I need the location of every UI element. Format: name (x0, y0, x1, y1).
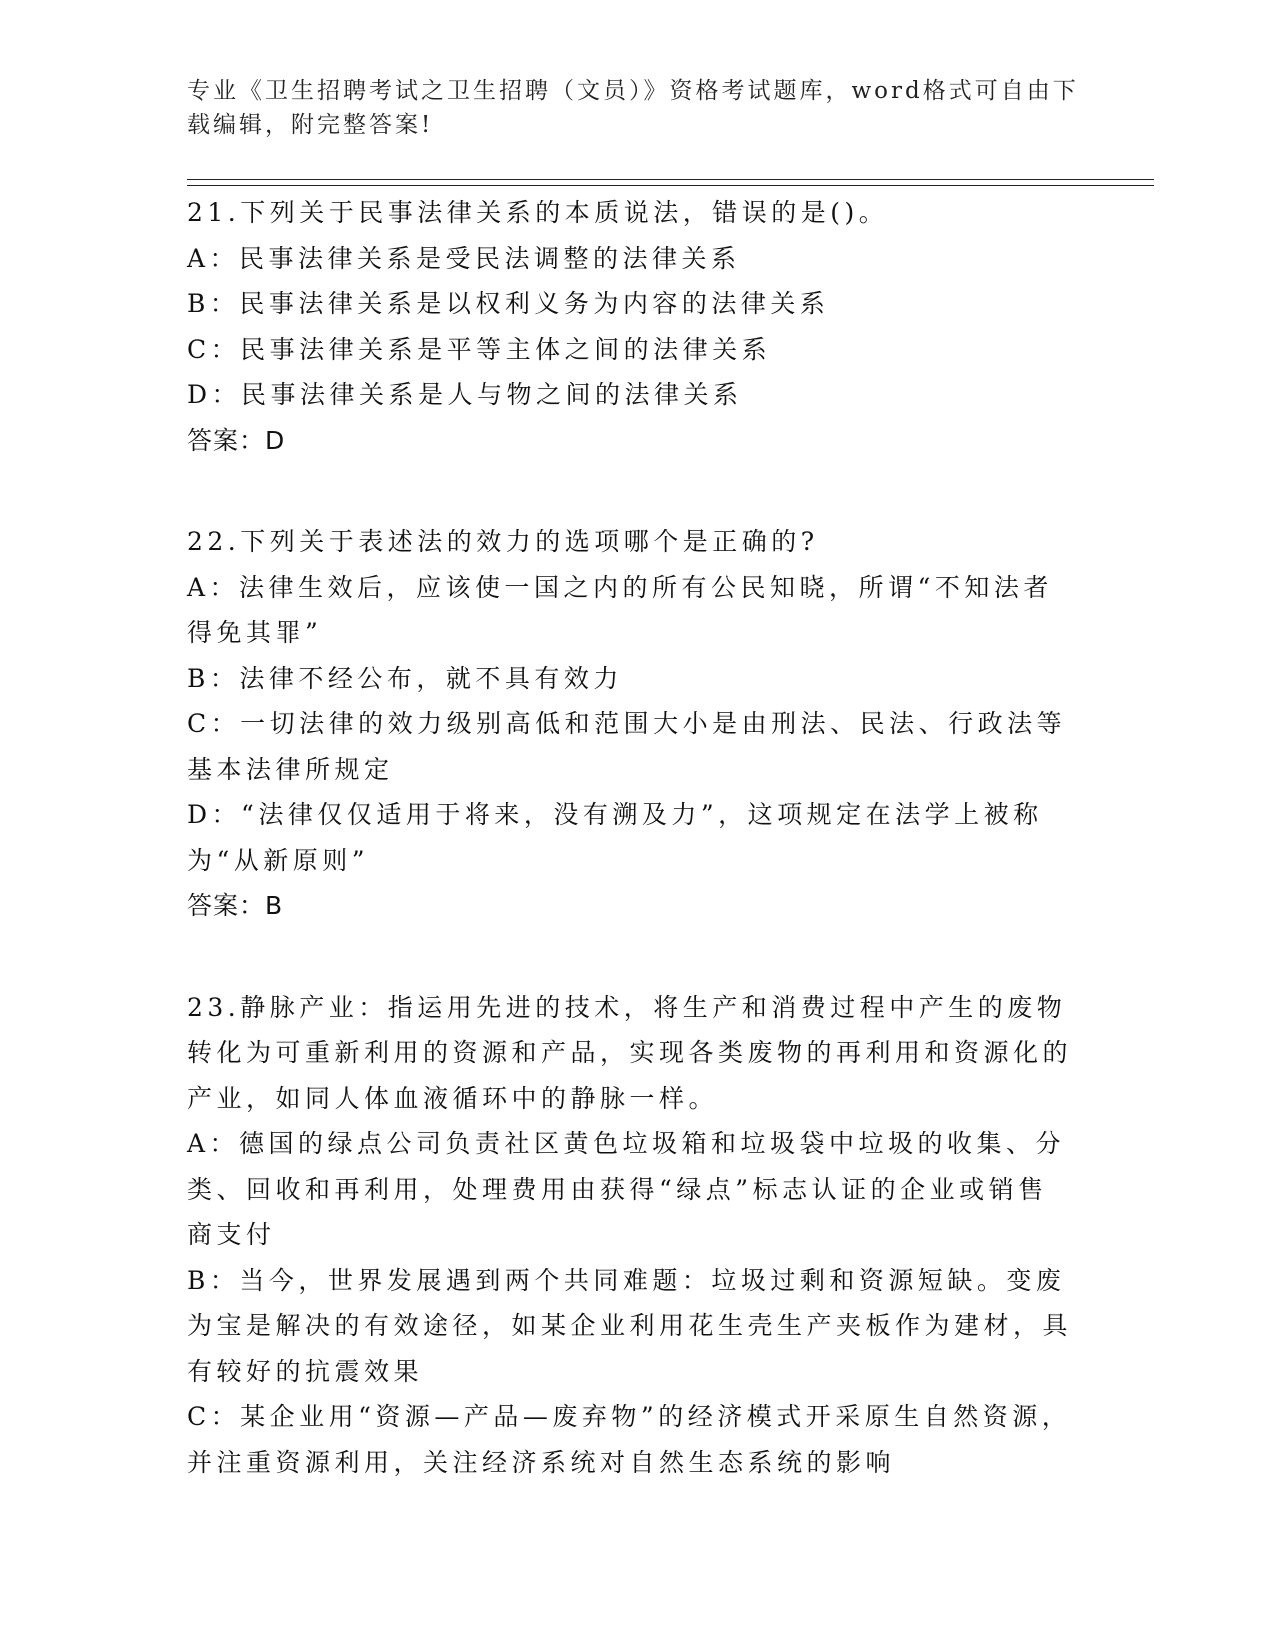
answer-line: 答案：B (187, 891, 284, 920)
question-22 (187, 519, 1077, 929)
option-a: A：德国的绿点公司负责社区黄色垃圾箱和垃圾袋中垃圾的收集、分类、回收和再利用，处理费用由获得“绿点”标志认证的企业或销售商支付 (187, 1129, 1066, 1249)
option-c: C：一切法律的效力级别高低和范围大小是由刑法、民法、行政法等基本法律所规定 (187, 709, 1067, 784)
question-stem: 22.下列关于表述法的效力的选项哪个是正确的? (187, 527, 819, 556)
option-b: B：法律不经公布，就不具有效力 (187, 663, 623, 693)
header-divider-bottom (187, 185, 1154, 186)
question-list (187, 190, 1077, 1541)
header-intro-text: 专业《卫生招聘考试之卫生招聘（文员）》资格考试题库，word格式可自由下载编辑，附完整答案! (187, 78, 1079, 138)
option-b: B：民事法律关系是以权利义务为内容的法律关系 (187, 289, 830, 318)
header-divider-top (187, 179, 1154, 180)
option-d: D：“法律仅仅适用于将来，没有溯及力”，这项规定在法学上被称为“从新原则” (187, 800, 1043, 875)
option-c: C：民事法律关系是平等主体之间的法律关系 (187, 334, 772, 364)
question-stem: 23.静脉产业：指运用先进的技术，将生产和消费过程中产生的废物转化为可重新利用的资源和产品，实现各类废物的再利用和资源化的产业，如同人体血液循环中的静脉一样。 (187, 992, 1073, 1113)
option-a: A：法律生效后，应该使一国之内的所有公民知晓，所谓“不知法者得免其罪” (187, 572, 1053, 647)
option-a: A：民事法律关系是受民法调整的法律关系 (187, 243, 741, 273)
option-b: B：当今，世界发展遇到两个共同难题：垃圾过剩和资源短缺。变废为宝是解决的有效途径，如某企业利用花生壳生产夹板作为建材，具有较好的抗震效果 (187, 1265, 1073, 1386)
question-stem: 21.下列关于民事法律关系的本质说法，错误的是()。 (187, 198, 889, 227)
question-23 (187, 985, 1077, 1486)
option-d: D：民事法律关系是人与物之间的法律关系 (187, 380, 743, 409)
answer-line: 答案：D (187, 425, 286, 455)
option-c: C：某企业用“资源—产品—废弃物”的经济模式开采原生自然资源，并注重资源利用，关注经济系统对自然生态系统的影响 (187, 1402, 1072, 1477)
document-header (187, 74, 1087, 142)
question-21 (187, 190, 1077, 463)
